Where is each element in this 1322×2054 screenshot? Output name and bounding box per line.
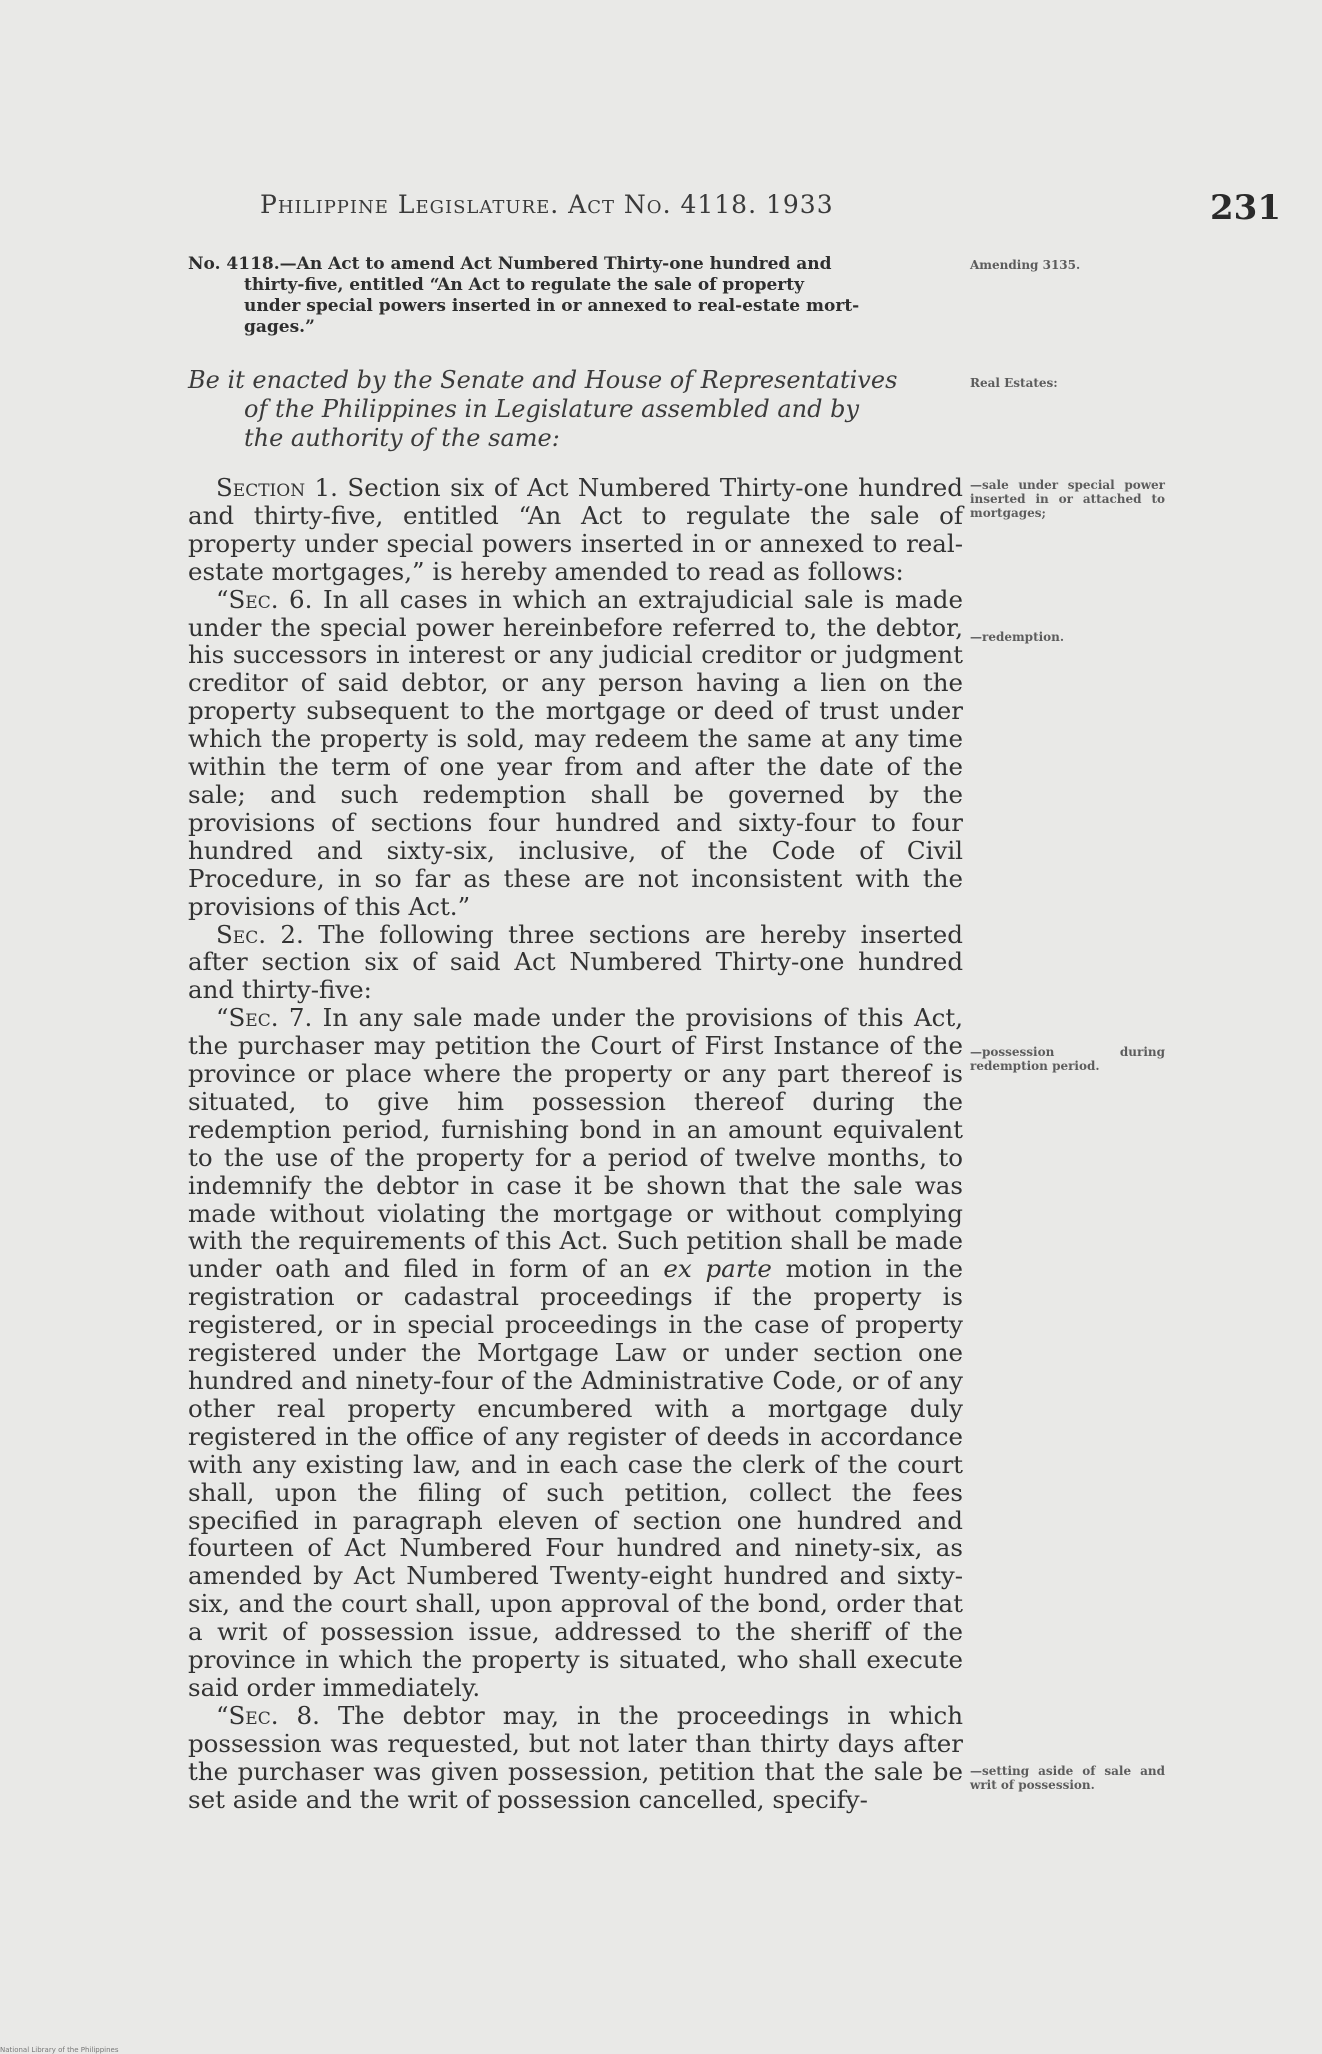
section-text: motion in the registration or cadastral proceedings if the property is registered, or in special proceedings in the case of property registered under the Mortgage Law or under section one hundred and ninety-four of the Administrative Code, or of any other real property encumbered with a mortgage duly registered in the office of any register of deeds in accordance with any existing law, and in each case the clerk of the court shall, upon the filing of such petition, collect the fees specified in paragraph eleven of section one hundred and fourteen of Act Numbered Four hundred and ninety-six, as amended by Act Numbered Twenty-eight hundred and sixty-six, and the court shall, upon approval of the bond, order that a writ of possession issue, addressed to the sheriff of the province in which the property is situated, who shall execute said order immediately. — [188, 1254, 964, 1702]
section-text: In any sale made under the provisions of this Act, the purchaser may petition the Court of First Instance of the province or place where the property or any part thereof is situated, to give him possession thereof during the redemption period, furnishing bond in an amount equivalent to the use of the property for a period of twelve months, to indemnify the debtor in case it be shown that the sale was made without violating the mortgage or without complying with the requirements of this Act. Such petition shall be made under oath and filed in form of an — [188, 1003, 963, 1284]
section-label: “Sec. 8. — [216, 1700, 320, 1730]
section-1-paragraph — [188, 474, 963, 586]
act-title — [188, 254, 963, 338]
margin-note-redemption: —redemption. — [970, 630, 1065, 644]
enacting-line: of the Philippines in Legislature assembled and by — [244, 395, 859, 423]
act-title-line: thirty-five, entitled “An Act to regulate the sale of property — [244, 275, 804, 295]
act-body — [188, 474, 963, 1814]
page-number: 231 — [1210, 188, 1281, 228]
act-title-line: under special powers inserted in or annexed to real-estate mort- — [244, 296, 860, 316]
margin-note-real-estates: Real Estates: — [970, 376, 1058, 390]
enacting-line: Be it enacted by the Senate and House of Representatives — [188, 366, 898, 394]
margin-note-sale-under-power: —sale under special power inserted in or attached to mortgages; — [970, 478, 1165, 520]
act-title-line: No. 4118.—An Act to amend Act Numbered Thirty-one hundred and — [188, 254, 832, 274]
section-label: Sec. 2. — [216, 919, 304, 949]
section-label: “Sec. 6. — [216, 584, 313, 614]
section-text: The debtor may, in the proceedings in which possession was requested, but not later than thirty days after the purchaser was given possession, petition that the sale be set aside and the writ of possession cancelled, specify- — [188, 1700, 963, 1814]
enacting-clause — [188, 366, 963, 453]
margin-note-setting-aside: —setting aside of sale and writ of possession. — [970, 1764, 1165, 1792]
section-label: “Sec. 7. — [216, 1003, 313, 1033]
sec-6-paragraph — [188, 586, 963, 921]
margin-note-possession: —possession during redemption period. — [970, 1045, 1165, 1073]
margin-note-amending: Amending 3135. — [970, 258, 1081, 272]
section-label: Section 1. — [216, 473, 338, 502]
latin-phrase: ex parte — [663, 1254, 772, 1284]
section-2-paragraph — [188, 921, 963, 1005]
section-text: Section six of Act Numbered Thirty-one hundred and thirty-five, entitled “An Act to regulate the sale of property under special powers inserted in or annexed to real-estate mortgages,” is hereby amended to read as follows: — [188, 473, 963, 586]
act-title-line: gages.” — [244, 317, 315, 337]
sec-8-paragraph — [188, 1702, 963, 1814]
running-header: Philippine Legislature. Act No. 4118. 1933 — [260, 190, 834, 219]
section-text: In all cases in which an extrajudicial sale is made under the special power hereinbefore referred to, the debtor, his successors in interest or any judicial creditor or judgment creditor of said debtor, or any person having a lien on the property subsequent to the mortgage or deed of trust under which the property is sold, may redeem the same at any time within the term of one year from and after the date of the sale; and such redemption shall be governed by the provisions of sections four hundred and sixty-four to four hundred and sixty-six, inclusive, of the Code of Civil Procedure, in so far as these are not inconsistent with the provisions of this Act.” — [188, 584, 963, 921]
sec-7-paragraph — [188, 1004, 963, 1702]
enacting-line: the authority of the same: — [244, 424, 560, 452]
section-text: The following three sections are hereby inserted after section six of said Act Numbered Thirty-one hundred and thirty-five: — [188, 919, 963, 1005]
scan-source-tag: National Library of the Philippines — [0, 2046, 119, 2054]
